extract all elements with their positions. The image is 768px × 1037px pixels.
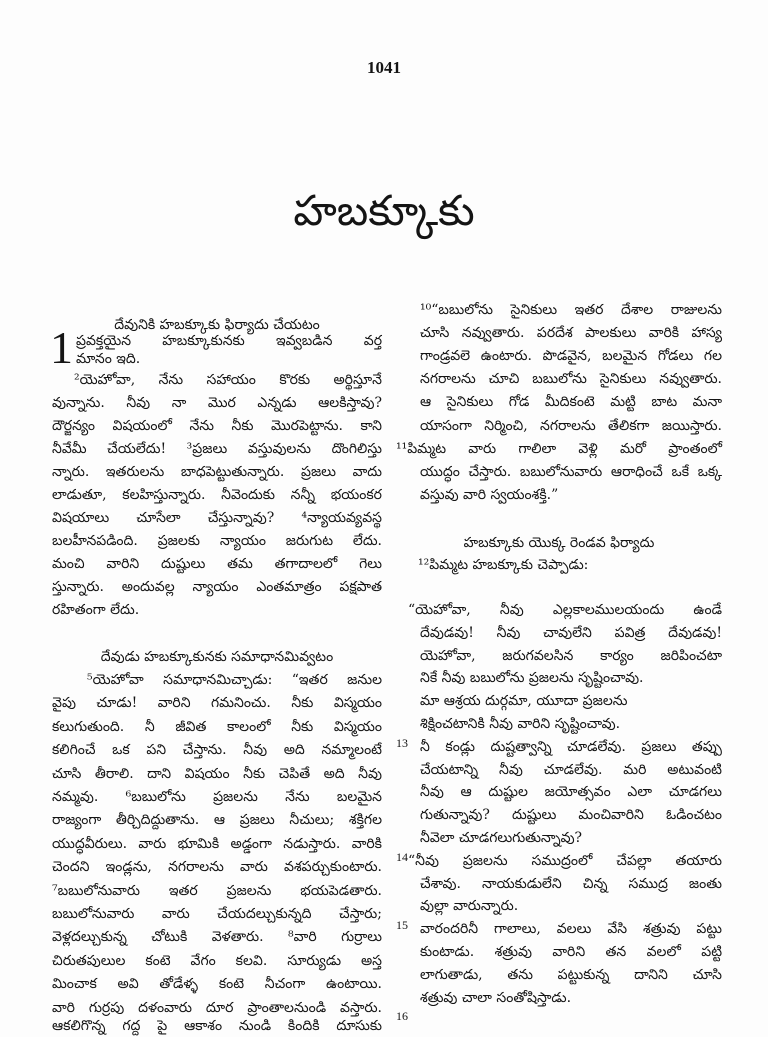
text-line: ¹¹పిమ్మట వారు గాలిలా వెళ్లి మరో ప్రాంతంలో (396, 441, 722, 457)
text-line: బలహీనపడింది. ప్రజలకు న్యాయం జరుగుట లేదు. (52, 533, 382, 549)
poem-line: శిక్షించటానికి నీవు వారిని సృష్టించావు. (420, 716, 621, 732)
text-line: యుద్ధం చేస్తారు. బబులోనువారు ఆరాధించే ఒకే ఒక్క (420, 464, 722, 480)
text-line: ²యెహోవా, నేను సహాయం కొరకు అర్థిస్తూనే (74, 372, 382, 388)
poem-line: మా ఆశ్రయ దుర్గమా, యూదా ప్రజలను (420, 693, 628, 709)
text-line: ఆ సైనికులు గోడ మీదికంటె మట్టి బాట మనా (420, 394, 722, 410)
poem-line: గుతున్నావు? దుష్టులు మంచివారిని ఓడించటం (420, 807, 722, 823)
poem-line: చేయటాన్ని నీవు చూడలేవు. మరి అటువంటి (420, 762, 722, 778)
text-line: నగరాలను చూచి బబులోను సైనికులు నవ్వుతారు. (420, 371, 722, 387)
text-line: ప్రవక్తయైన హబక్కూకునకు ఇవ్వబడిన వర్త (76, 333, 382, 349)
text-line: విషయాలు చూసేలా చేస్తున్నావు? ⁴న్యాయవ్యవస్థ (52, 510, 382, 526)
text-line: వైపు చూడు! వారిని గమనించు. నీకు విస్మయం (52, 695, 382, 711)
text-line: నీవేమీ చేయలేదు! ³ప్రజలు వస్తువులను దొంగిలిస్తు (52, 441, 382, 457)
chapter-number: 1 (50, 322, 73, 373)
text-line: చిరుతపులుల కంటె వేగం కలవి. సూర్యుడు అస్త (52, 953, 382, 969)
verse-number: 14 (396, 850, 408, 864)
poem-line: కుంటాడు. శత్రువు వారిని తన వలలో పట్టి (420, 944, 722, 960)
poem-line: నీవెలా చూడగలుగుతున్నావు? (420, 830, 583, 846)
text-line: బబులోనువారు వారు చేయదల్చుకున్నది చేస్తారు; (52, 906, 382, 922)
text-line: వారి గుర్రపు దళంవారు దూర ప్రాంతాలనుండి వస్తారు. (52, 1000, 382, 1016)
poem-line: వుల్లా వారున్నారు. (420, 898, 519, 914)
poem-line: శత్రువు చాలా సంతోషిస్తాడు. (420, 990, 572, 1006)
text-line: గాండ్రవలె ఉంటారు. పొడవైన, బలమైన గోడలు గల (420, 348, 722, 364)
text-line: చూసి నవ్వుతారు. పరదేశ పాలకులు వారికి హాస్య (420, 325, 722, 341)
verse-number: 13 (396, 736, 408, 750)
text-line: దౌర్జన్యం విషయంలో నేను నీకు మొరపెట్టాను. కాని (52, 418, 382, 434)
text-line: చెందని ఇండ్లను, నగరాలను వారు వశపర్చుకుంటారు. (52, 859, 382, 875)
text-line: వెళ్లదల్చుకున్న చోటుకి వెళతారు. ⁸వారి గుర్రాలు (52, 929, 382, 945)
poem-line: లాగుతాడు, తను పట్టుకున్న దానిని చూసి (420, 967, 722, 983)
text-line: రాజ్యంగా తీర్చిదిద్దుతాను. ఆ ప్రజలు నీచులు; శక్తిగల (52, 812, 382, 828)
poem-line: “యెహోవా, నీవు ఎల్లకాలములయందు ఉండే (408, 602, 722, 618)
text-line: కలిగించే ఒక పని చేస్తాను. నీవు అది నమ్మాలంటే (52, 742, 382, 758)
text-line: ఆకలిగొన్న గద్ద పై ఆకాశం నుండి కిందికి దూసుకు (52, 1018, 382, 1034)
text-line: స్తున్నారు. అందువల్ల న్యాయం ఎంతమాత్రం పక్షపాత (52, 579, 382, 595)
text-line: వస్తువు వారి స్వయంశక్తి.” (420, 487, 559, 503)
page-number: 1041 (367, 58, 401, 77)
text-line: రహితంగా లేదు. (52, 602, 140, 618)
poem-line: యెహోవా, జరుగవలసిన కార్యం జరిపించటా (420, 648, 722, 664)
text-line: ⁵యెహోవా సమాధానమిచ్చాడు: “ఇతర జనుల (87, 672, 382, 688)
poem-line: దేవుడవు! నీవు చావులేని పవిత్ర దేవుడవు! (420, 625, 722, 641)
poem-line: వారందరినీ గాలాలు, వలలు వేసి శత్రువు పట్టు (420, 921, 722, 937)
verse-number: 15 (396, 918, 408, 932)
poem-line: నీవు ఆ దుష్టుల జయోత్సవం ఎలా చూడగలు (420, 784, 722, 800)
section-heading: హబక్కూకు యొక్క రెండవ ఫిర్యాదు (463, 535, 655, 551)
poem-line: చేశావు. నాయకుడులేని చిన్న సముద్ర జంతు (420, 876, 722, 892)
text-line: ¹²పిమ్మట హబక్కూకు చెప్పాడు: (418, 557, 589, 573)
section-heading: దేవునికి హబక్కూకు ఫిర్యాదు చేయటం (114, 317, 320, 333)
text-line: మంచి వారిని దుష్టులు తమ తగాదాలలో గెలు (52, 556, 382, 572)
text-line: న్నారు. ఇతరులను బాధపెట్టుతున్నారు. ప్రజలు వాదు (52, 464, 382, 480)
poem-line: నీ కండ్లు దుష్టత్వాన్ని చూడలేవు. ప్రజలు తప్పు (420, 739, 722, 755)
text-line: వున్నాను. నీవు నా మొర ఎన్నడు ఆలకిస్తావు? (52, 395, 382, 411)
poem-line: “నీవు ప్రజలను సముద్రంలో చేపల్లా తయారు (408, 853, 722, 869)
text-line: నమ్మవు. ⁶బబులోను ప్రజలను నేను బలమైన (52, 789, 382, 805)
text-line: మించాక అవి తోడేళ్ళ కంటె నీచంగా ఉంటాయి. (52, 976, 382, 992)
text-line: చూసి తీరాలి. దాని విషయం నీకు చెపితే అది నీవు (52, 766, 382, 782)
text-line: మానం ఇది. (76, 351, 141, 367)
book-title: హబక్కూకు (293, 186, 475, 235)
text-line: కలుగుతుంది. నీ జీవిత కాలంలో నీకు విస్మయం (52, 719, 382, 735)
verse-number: 16 (396, 1009, 408, 1023)
text-line: యుద్ధవీరులు. వారు భూమికి అడ్డంగా నడుస్తారు. వారికి (52, 836, 382, 852)
text-line: లాడుతూ, కలహిస్తున్నారు. నీవెందుకు నన్నీ భయంకర (52, 487, 382, 503)
text-line: ¹⁰“బబులోను సైనికులు ఇతర దేశాల రాజులను (420, 302, 722, 318)
section-heading: దేవుడు హబక్కూకునకు సమాధానమివ్వటం (100, 649, 334, 665)
poem-line: నికే నీవు బబులోను ప్రజలను సృష్టించావు. (420, 670, 644, 686)
text-line: ⁷బబులోనువారు ఇతర ప్రజలను భయపెడతారు. (52, 883, 382, 899)
text-line: యాసంగా నిర్మించి, నగరాలను తేలికగా జయిస్తారు. (420, 418, 722, 434)
